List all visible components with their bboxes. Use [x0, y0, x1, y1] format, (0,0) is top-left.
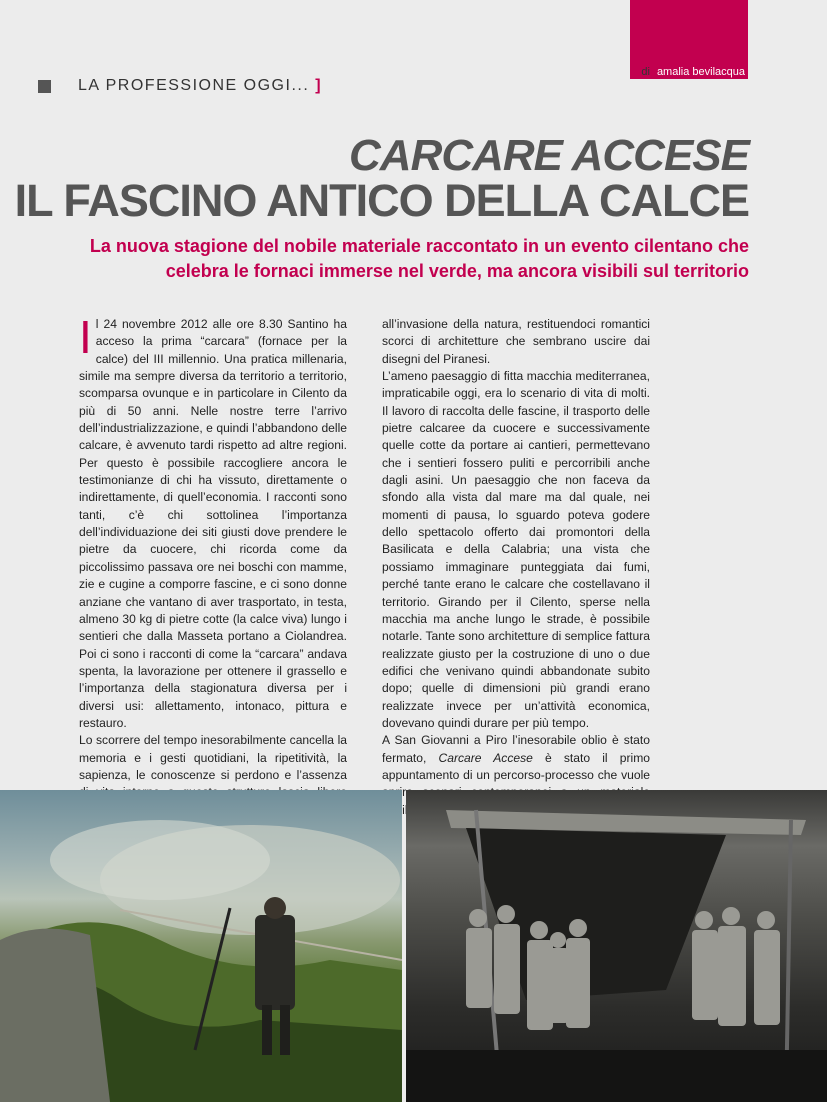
paragraph-4: L’ameno paesaggio di fitta macchia mediterranea, impraticabile oggi, era lo scenario di vita di molti. Il lavoro di raccolta delle fascine, il trasporto delle pietre calcaree da cuocere e successivamente quelle cotte da portare ai cantieri, permettevano che i sentieri fossero puliti e percorribili anche dagli asini. Un paesaggio che non faceva da sfondo alla vista dal mare ma dal quale, nei momenti di pausa, lo sguardo poteva godere dello spettacolo offerto dai promontori della Basilicata e della Calabria; una vista che possiamo immaginare punteggiata dai fumi, perché tante erano le calcare che costellavano il territorio. Girando per il Cilento, sperse nella macchia ma anche lungo le strade, è possibile notarle. Tante sono architetture di semplice fattura realizzate giusto per la costruzione di uno o due edifici che venivano quindi abbandonate subito dopo; quelle di dimensioni più grandi erano realizzate invece per un’attività economica, dovevano quindi durare per più tempo.	[382, 369, 651, 730]
title-line-2: IL FASCINO ANTICO DELLA CALCE	[14, 175, 749, 226]
article-column-1	[79, 311, 347, 819]
event-name: Carcare Accese	[438, 750, 533, 765]
author-byline	[641, 66, 748, 78]
paragraph-5-text-b: è stato il primo appuntamento di un percorso-processo che vuole	[382, 750, 650, 782]
kiln-smoke-illustration	[0, 790, 402, 1102]
section-square-icon	[38, 80, 51, 93]
historic-group-illustration	[406, 790, 827, 1102]
paragraph-2: Lo scorrere del tempo inesorabilmente cancella la memoria e i gesti quotidiani, la ripetitività, la sapienza, le conoscenze si perdono e l’assenza	[79, 733, 347, 782]
title-line-1: CARCARE ACCESE	[349, 131, 749, 180]
author-name: amalia bevilacqua	[654, 66, 748, 78]
paragraph-5-text-a: A San Giovanni a Piro l’inesorabile oblio è stato fermato,	[382, 733, 650, 765]
article-column-2	[382, 316, 650, 819]
section-name: LA PROFESSIONE OGGI...	[78, 77, 310, 94]
subtitle: La nuova stagione del nobile materiale raccontato in un evento cilentano che celebra le fornaci immerse nel verde, ma ancora visibili sul territorio	[89, 236, 749, 281]
author-prefix: di	[641, 66, 650, 78]
paragraph-3: all’invasione della natura, restituendoci romantici scorci di architetture che sembrano uscire dai disegni del Piranesi.	[382, 317, 650, 366]
paragraph-1-text: l 24 novembre 2012 alle ore 8.30 Santino ha acceso la prima “carcara” (fornace per la calce) del III millennio. Una pratica millenaria, simile ma sempre diversa da territorio a territorio, scomparsa ovunque e in particolare in Cilento da più di 50 anni. Nelle nostre terre l’arrivo dell’industrializzazione, e quindi l’abbandono delle calcare, è avvenuto tardi rispetto ad altre regioni. Per questo è possibile raccogliere ancora le testimonianze di chi ha vissuto, direttamente o indirettamente, di quell’economia. I racconti sono tanti, c’è chi sottolinea l’importanza dell’individuazione dei siti giusti dove prendere le pietre da cuocere, chi ricorda come da piccolissimo passava ore nei boschi con mamme, zie e cugine a comporre fascine, e ci sono donne anziane che vantano di aver trasportato, in testa, almeno 30 kg di pietre cotte (la calce viva) lungo i sentieri che dalla Masseta portano a Ciolandrea. Poi ci sono i racconti di come la “carcara” andava spenta, la lavorazione per ottenere il grassello e l’importanza della stagionatura diversa per i diversi usi: allettamento, intonaco, pittura e restauro.	[79, 317, 347, 730]
section-bracket: ]	[315, 77, 323, 94]
historic-group-photo	[406, 790, 827, 1102]
paragraph-1	[79, 311, 347, 732]
section-label	[78, 77, 322, 95]
dropcap: I	[79, 311, 92, 363]
kiln-smoke-photo	[0, 790, 402, 1102]
